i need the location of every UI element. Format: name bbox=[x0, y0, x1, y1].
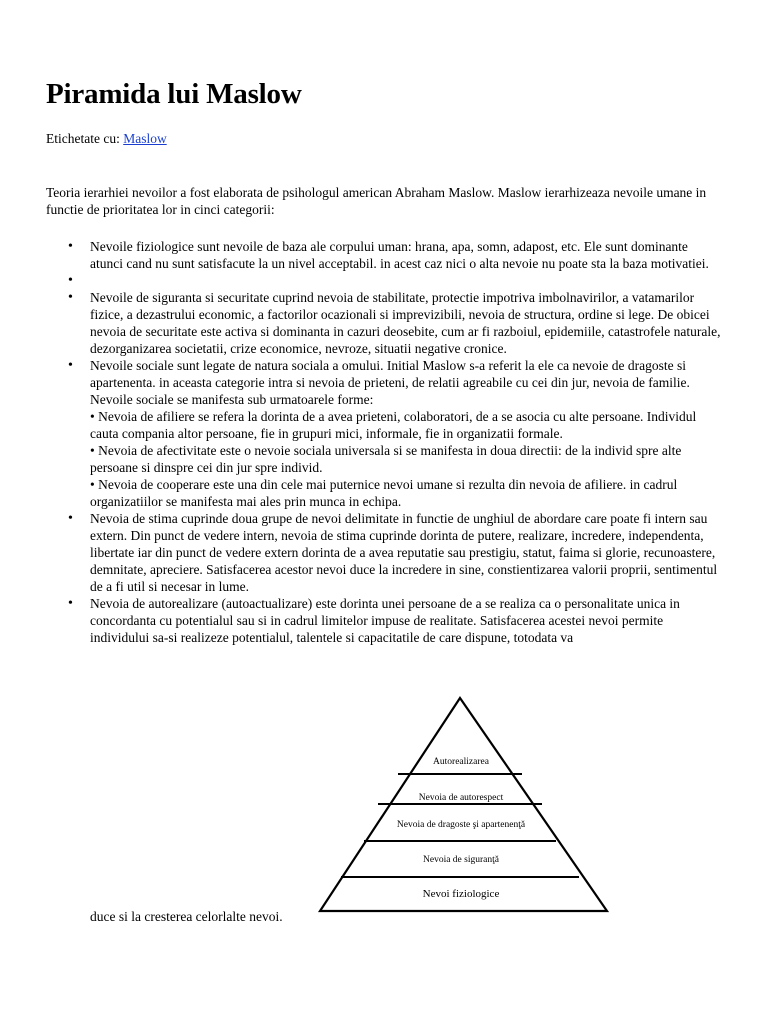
list-item-physiological bbox=[46, 238, 722, 272]
pyramid-level-self-actualization: Autorealizarea bbox=[433, 757, 489, 767]
tag-link-maslow[interactable]: Maslow bbox=[123, 131, 167, 146]
pyramid-level-esteem: Nevoia de autorespect bbox=[418, 793, 504, 803]
list-item-text: Nevoia de autorealizare (autoactualizare) este dorinta unei persoane de a se realiza ca o personalitate unica in concordanta cu potentialul sau si in cadrul limitelor impuse de realitate. Satisfacerea acestei nevoi permite individului sa-si realizeze potentialul, talentele si capacitatile de care dispune, totodata va bbox=[90, 596, 680, 645]
list-item-text: Nevoia de stima cuprinde doua grupe de nevoi delimitate in functie de unghiul de abordare care poate fi intern sau extern. Din punct de vedere intern, nevoia de stima cuprinde dorinta de putere, realizare, incredere, independenta, libertate iar din punct de vedere extern dorinta de a avea reputatie sau prestigiu, statut, faima si glorie, recunoastere, demnitate, apreciere. Satisfacerea acestor nevoi duce la incredere in sine, constientizarea valorii proprii, sentimentul de a fi util si necesar in lume. bbox=[90, 511, 718, 594]
list-item-text: Nevoile de siguranta si securitate cuprind nevoia de stabilitate, protectie impotriva imbolnavirilor, a vatamarilor fizice, a dezastrului economic, a factorilor ocazionali si imprevizibili, nevoia de structura, ordine si lege. De obicei nevoia de securitate este activa si dominanta in cazuri deosebite, cum ar fi razboiul, epidemiile, catastrofele naturale, dezorganizarea societatii, crize economice, nevroze, situatii negative cronice. bbox=[90, 290, 721, 356]
sub-item-affection: • Nevoia de afectivitate este o nevoie sociala universala si se manifesta in doua directii: de la individ spre alte persoane si dinspre cei din jur spre individ. bbox=[90, 443, 682, 475]
list-item-self-actualization bbox=[46, 595, 722, 646]
list-item-text: Nevoile sociale sunt legate de natura sociala a omului. Initial Maslow s-a referit la ele ca nevoie de dragoste si apartenenta. in aceasta categorie intra si nevoia de prieteni, de relatii agreabile cu cei din jur, nevoia de familie. Nevoile sociale se manifesta sub urmatoarele forme: bbox=[90, 358, 690, 407]
maslow-pyramid-diagram bbox=[316, 694, 612, 916]
pyramid-level-belonging: Nevoia de dragoste şi apartenenţă bbox=[396, 820, 526, 830]
sub-item-cooperation: • Nevoia de cooperare este una din cele mai puternice nevoi umane si rezulta din nevoia de afiliere. in cadrul organizatiilor se manifesta mai ales prin munca in echipa. bbox=[90, 477, 678, 509]
closing-text: duce si la cresterea celorlalte nevoi. bbox=[90, 909, 283, 924]
list-item-social bbox=[46, 357, 722, 510]
list-item-esteem bbox=[46, 510, 722, 595]
list-spacer bbox=[46, 272, 722, 289]
sub-item-affiliation: • Nevoia de afiliere se refera la dorinta de a avea prieteni, colaboratori, de a se asocia cu alte persoane. Individul cauta compania altor persoane, fie in grupuri mici, informale, fie in organizatii formale. bbox=[90, 409, 697, 441]
tags-line bbox=[46, 131, 167, 147]
list-item-safety bbox=[46, 289, 722, 357]
tags-label: Etichetate cu: bbox=[46, 131, 124, 146]
page-title: Piramida lui Maslow bbox=[46, 78, 302, 110]
list-item-text: Nevoile fiziologice sunt nevoile de baza ale corpului uman: hrana, apa, somn, adapost, etc. Ele sunt dominante atunci cand nu sunt satisfacute la un nivel acceptabil. in acest caz nici o alta nevoie nu poate sta la baza motivatiei. bbox=[90, 239, 709, 271]
pyramid-level-safety: Nevoia de siguranţă bbox=[423, 855, 499, 865]
needs-list bbox=[46, 238, 722, 646]
pyramid-level-physiological: Nevoi fiziologice bbox=[422, 888, 500, 900]
intro-paragraph: Teoria ierarhiei nevoilor a fost elaborata de psihologul american Abraham Maslow. Maslow ierarhizeaza nevoile umane in functie de prioritatea lor in cinci categorii: bbox=[46, 185, 707, 217]
